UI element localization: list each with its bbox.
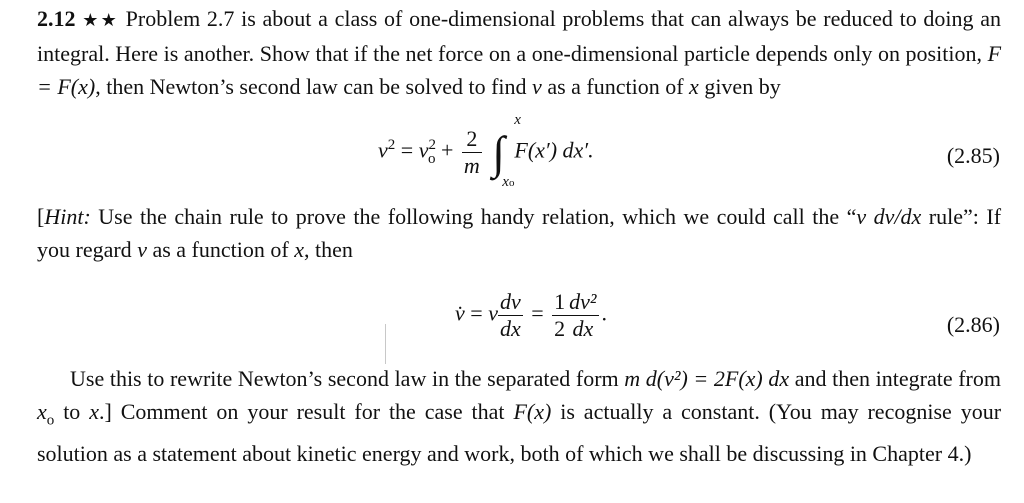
problem-statement <box>37 2 1001 103</box>
eq286-equals-1: = <box>470 300 483 326</box>
integral-sign: ∫ x xo <box>492 112 521 190</box>
eq285-v0-sub: o <box>427 150 436 167</box>
eq285-integrand: F(x′) dx′. <box>514 137 594 163</box>
scan-artifact-line <box>385 324 386 364</box>
final-text-3: to <box>63 399 81 424</box>
eq286-lhs: v̇ <box>455 300 465 326</box>
eq286-f1-num: dv <box>499 289 521 314</box>
problem-number: 2.12 <box>37 6 76 31</box>
eq285-plus: + <box>440 137 454 163</box>
equation-label-2-86: (2.86) <box>946 312 1000 337</box>
eq285-int-lower <box>502 174 514 191</box>
final-x0-x: x <box>37 399 47 424</box>
eq285-equals: = <box>400 137 414 163</box>
eq285-int-lower-x: x <box>502 174 509 190</box>
intro-end: , then Newton’s second law can be solved to find <box>95 74 527 99</box>
eq286-dot: . <box>601 300 608 326</box>
eq285-lhs: v <box>378 137 388 163</box>
equation-label-2-85: (2.85) <box>946 143 1000 168</box>
eq286-equals-2: = <box>531 300 544 326</box>
final-text-2: and then integrate from <box>794 366 1001 391</box>
hint-text-3: as a function of <box>152 237 289 262</box>
hint-text-2: rule”: If you regard <box>37 204 1002 262</box>
intro-x: x <box>689 74 699 99</box>
eq285-fraction <box>462 126 482 179</box>
eq285-frac-den: m <box>463 153 480 178</box>
hint-text-1: Use the chain rule to prove the following handy relation, which we could call the “ <box>98 204 857 229</box>
difficulty-stars: ★★ <box>82 10 119 30</box>
eq285-v0-exp: 2 <box>428 137 436 154</box>
problem-intro: Problem 2.7 is about a class of one-dimensional problems that can always be reduced to doing an integral. Here is another. Show that if the net force on a one-dimensional particle depends only on position, <box>37 6 1002 66</box>
intro-tail: given by <box>704 74 781 99</box>
equation-2-85 <box>378 112 594 190</box>
eq286-v: v <box>488 300 498 326</box>
eq286-fraction-2 <box>552 289 567 342</box>
eq286-fraction-1 <box>498 289 523 342</box>
eq286-f3-den: dx <box>572 316 594 341</box>
eq285-lhs-exp: 2 <box>387 137 396 154</box>
separated-formula: m d(v²) = 2F(x) dx <box>624 366 790 391</box>
intro-v: v <box>532 74 542 99</box>
eq286-fraction-3 <box>567 289 598 342</box>
eq285-int-upper: x <box>514 112 521 128</box>
final-text-5: is actually a constant. (You may recognise your solution as a statement about kinetic energy and work, both of which we shall be discussing in Chapter 4.) <box>37 399 1002 467</box>
hint-text-4: , then <box>303 237 353 262</box>
final-x0-sub: o <box>46 412 55 429</box>
hint-paragraph <box>37 200 1001 266</box>
hint-x: x <box>294 237 304 262</box>
final-paragraph <box>37 362 1001 470</box>
eq285-v0: v <box>418 137 429 163</box>
eq286-f2-num: 1 <box>554 289 566 314</box>
eq285-int-lower-sub: o <box>508 177 515 189</box>
final-text-1: Use this to rewrite Newton’s second law in the separated form <box>70 366 619 391</box>
equation-2-86 <box>455 289 607 342</box>
hint-label: Hint: <box>44 204 91 229</box>
final-x: x <box>89 399 99 424</box>
eq285-frac-num: 2 <box>462 126 482 153</box>
hint-v: v <box>137 237 147 262</box>
eq286-f3-num: dv² <box>569 289 597 314</box>
final-x0 <box>37 399 55 429</box>
eq286-f2-den: 2 <box>554 316 566 341</box>
force-formula: F = F(x) <box>37 41 1002 99</box>
final-text-4: .] Comment on your result for the case that <box>99 399 505 424</box>
eq286-f1-den: dx <box>499 316 521 341</box>
hint-open-bracket: [ <box>37 204 45 229</box>
intro-mid: as a function of <box>547 74 684 99</box>
final-Fx: F(x) <box>513 399 552 424</box>
hint-rule: v dv/dx <box>856 204 922 229</box>
